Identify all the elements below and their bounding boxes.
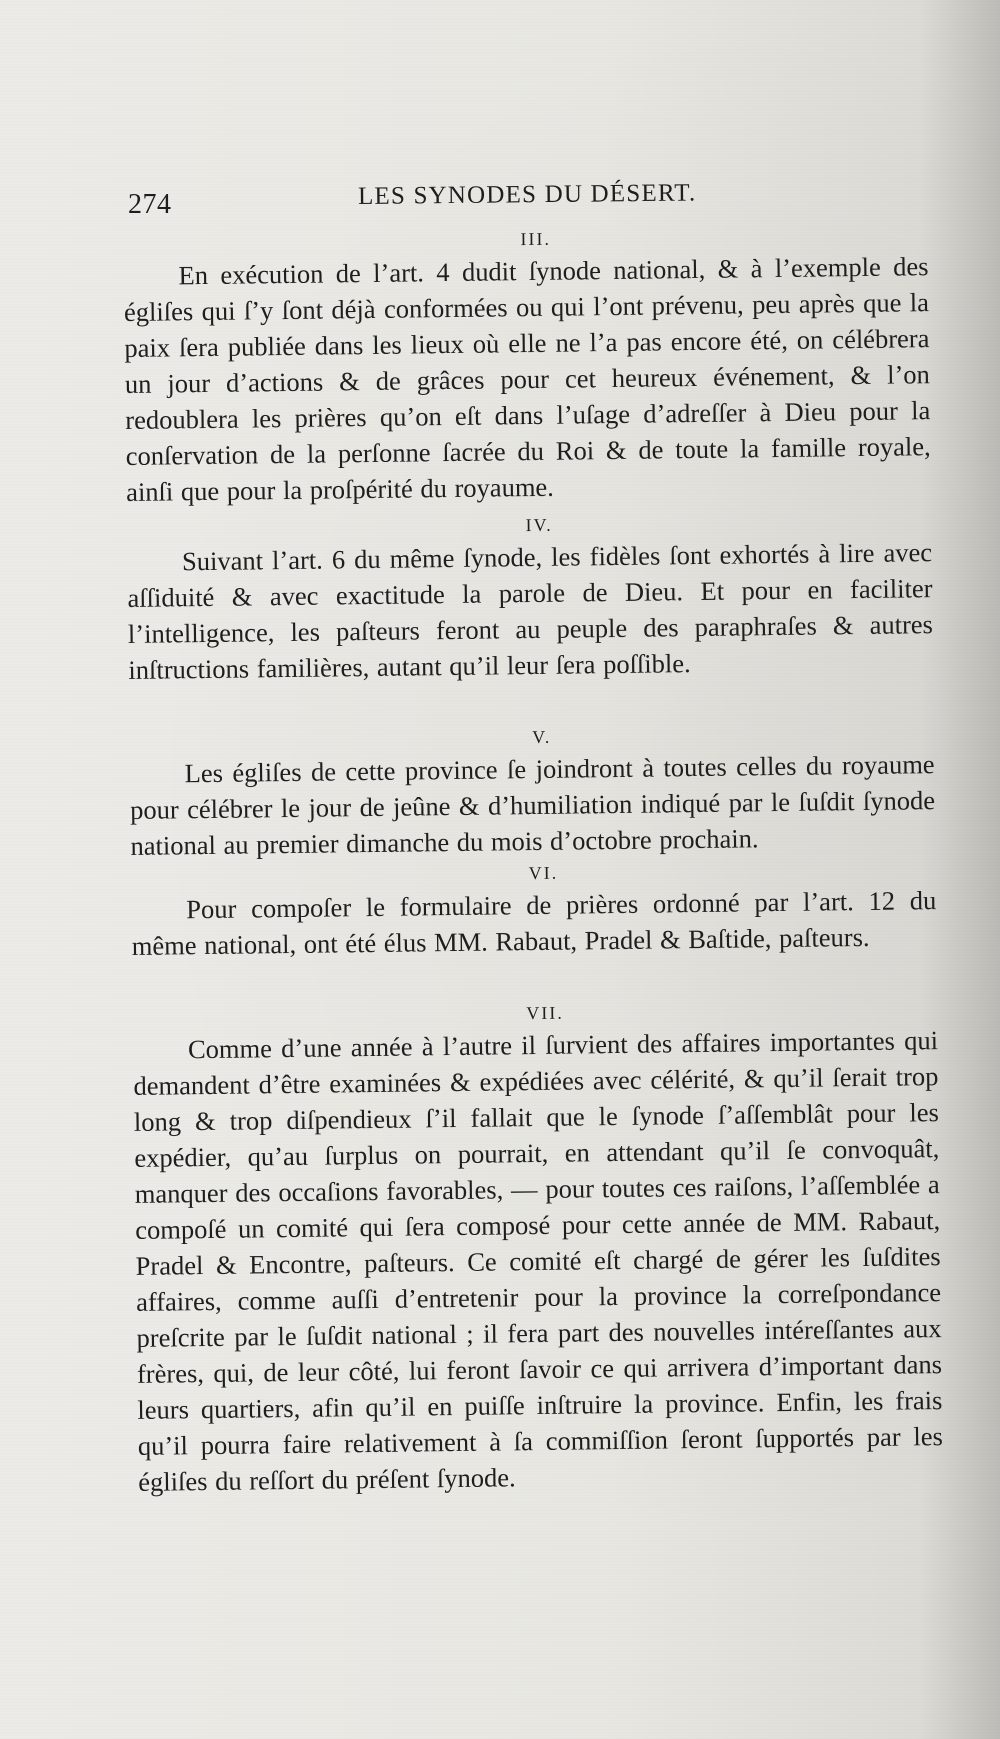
article-numeral: III. — [520, 228, 551, 250]
page-body — [123, 220, 943, 1500]
article-numeral: V. — [532, 726, 552, 748]
running-title: LES SYNODES DU DÉSERT. — [357, 179, 697, 210]
article-iii — [123, 220, 931, 510]
article-v — [129, 718, 936, 864]
article-vi — [131, 854, 937, 964]
article-text: Les égliſes de cette province ſe joindront à toutes celles du royaume pour célébrer le jour de jeûne & d’humiliation indiqué par le ſuſdit ſynode national au premier dimanche du mois d’octobre prochain. — [129, 749, 936, 861]
article-numeral: IV. — [525, 514, 553, 536]
article-text: Comme d’une année à l’autre il ſurvient des affaires importantes qui demandent d’être examinées & expédiées avec célérité, & qu’il ſerait trop long & trop diſpendieux ſ’il fallait que le ſynode ſ’aſſemblât pour les expédier, qu’au ſurplus on pourrait, en attendant qu’il ſe convoquât, manquer des occaſions favorables, — pour toutes ces raiſons, l’aſſemblée a compoſé un comité qui ſera composé pour cette année de MM. Rabaut, Pradel & Encontre, paſteurs. Ce comité eſt chargé de gérer les ſuſdites affaires, comme auſſi d’entretenir pour la province la correſpondance preſcrite par le ſuſdit national ; il fera part des nouvelles intéreſſantes aux frères, qui, de leur côté, lui feront ſavoir ce qui arrivera d’important dans leurs quartiers, afin qu’il en puiſſe inſtruire la province. Enfin, les frais qu’il pourra faire relativement à ſa commiſſion ſeront ſupportés par les égliſes du reſſort du préſent ſynode. — [133, 1025, 943, 1497]
article-vii — [132, 994, 943, 1500]
page-header — [128, 179, 908, 223]
article-iv — [126, 506, 933, 688]
page-number: 274 — [128, 189, 172, 220]
article-numeral: VI. — [528, 862, 559, 884]
article-text: Suivant l’art. 6 du même ſynode, les fidèles ſont exhortés à lire avec aſſiduité & avec exactitude la parole de Dieu. Et pour en faciliter l’intelligence, les paſteurs feront au peuple des paraphraſes & autres inſtructions familières, autant qu’il leur ſera poſſible. — [127, 537, 934, 685]
article-text: Pour compoſer le formulaire de prières ordonné par l’art. 12 du même national, ont été élus MM. Rabaut, Pradel & Baſtide, paſteurs. — [131, 885, 937, 961]
article-text: En exécution de l’art. 4 dudit ſynode national, & à l’exemple des égliſes qui ſ’y ſont déjà conformées ou qui l’ont prévenu, peu après que la paix ſera publiée dans les lieux où elle ne l’a pas encore été, on célébrera un jour d’actions & de grâces pour cet heureux événement, & l’on redoublera les prières qu’on eſt dans l’uſage d’adreſſer à Dieu pour la conſervation de la perſonne ſacrée du Roi & de toute la famille royale, ainſi que pour la proſpérité du royaume. — [123, 251, 931, 507]
article-numeral: VII. — [526, 1002, 564, 1024]
